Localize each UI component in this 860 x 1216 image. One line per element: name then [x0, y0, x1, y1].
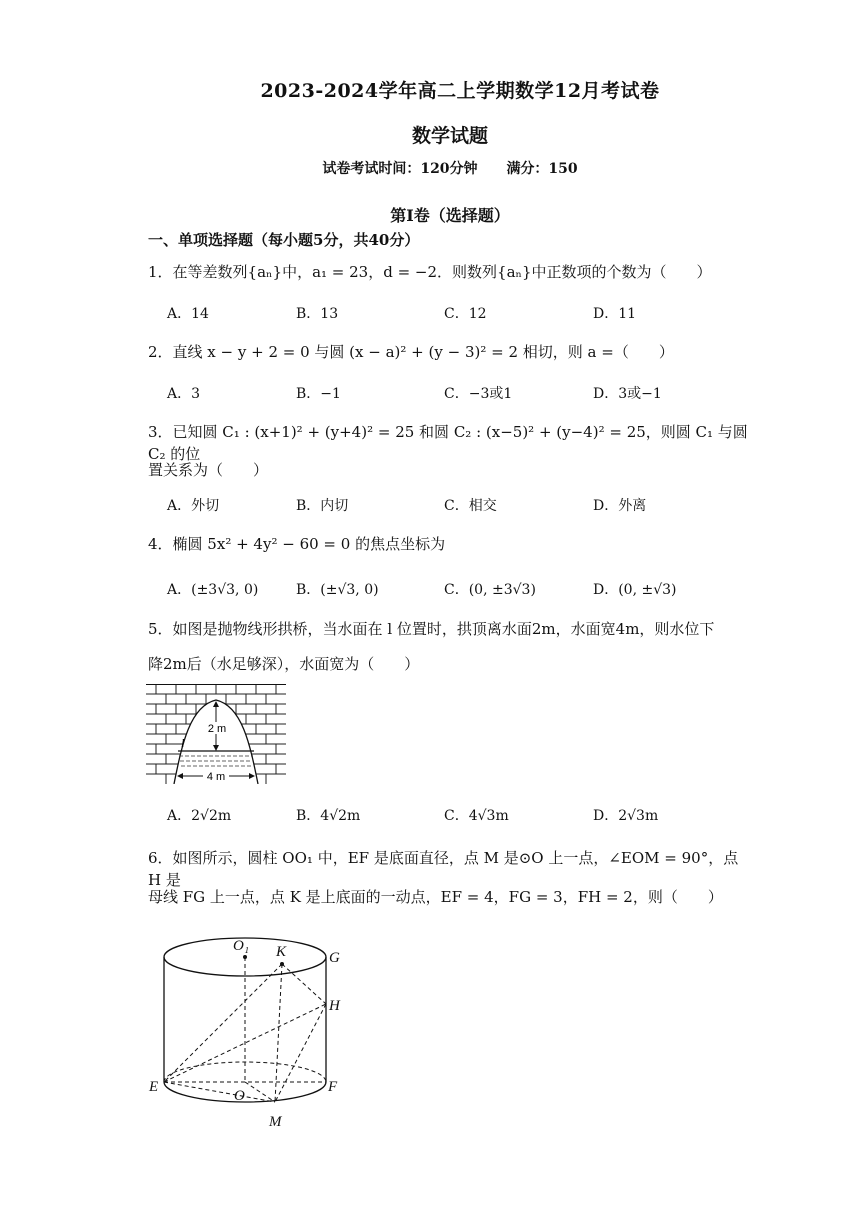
question-5-stem-line2: 降2m后（水足够深），水面宽为（ ） — [148, 655, 420, 673]
option-c: C．12 — [444, 306, 487, 322]
question-4-stem: 4．椭圆 5x² + 4y² − 60 = 0 的焦点坐标为 — [148, 535, 446, 553]
option-a: A．外切 — [167, 498, 220, 514]
option-c: C．−3或1 — [444, 386, 513, 402]
question-5-stem-line1: 5．如图是抛物线形拱桥，当水面在 l 位置时，拱顶离水面2m，水面宽4m，则水位下 — [148, 620, 715, 638]
point-O1 — [243, 955, 247, 959]
exam-info — [0, 158, 860, 178]
question-1-stem: 1．在等差数列{aₙ}中，a₁ = 23，d = −2．则数列{aₙ}中正数项的个数为（ ） — [148, 263, 712, 281]
option-a: A．2√2m — [167, 808, 232, 824]
option-d: D．3或−1 — [593, 386, 662, 402]
option-c: C．(0, ±3√3) — [444, 582, 536, 598]
label-G: G — [329, 950, 340, 966]
exam-time: 试卷考试时间：120分钟 — [322, 161, 478, 177]
question-6-stem-line2: 母线 FG 上一点，点 K 是上底面的一动点，EF = 4，FG = 3，FH = 2，则（ ） — [148, 888, 723, 906]
option-c: C．相交 — [444, 498, 497, 514]
label-M: M — [269, 1114, 282, 1130]
segment-OM — [245, 1082, 275, 1102]
question-1-options — [167, 303, 727, 325]
option-b: B．13 — [296, 306, 339, 322]
option-d: D．11 — [593, 306, 637, 322]
label-F: F — [328, 1079, 338, 1095]
exam-subtitle: 数学试题 — [411, 125, 488, 147]
cylinder-figure — [145, 930, 355, 1135]
segment-KE — [164, 964, 282, 1082]
label-E: E — [149, 1079, 159, 1095]
exam-title: 2023-2024学年高二上学期数学12月考试卷 — [260, 80, 660, 102]
question-5-options — [167, 805, 727, 827]
option-d: D．外离 — [593, 498, 647, 514]
option-d: D．(0, ±√3) — [593, 582, 677, 598]
width-label: 4 m — [206, 771, 226, 783]
point-K — [280, 962, 284, 966]
option-a: A．3 — [167, 386, 201, 402]
segment-KM — [275, 964, 282, 1102]
question-2-options — [167, 383, 727, 405]
label-O: O — [234, 1088, 245, 1104]
line-l-label: l — [181, 736, 185, 750]
option-b: B．4√2m — [296, 808, 361, 824]
label-H: H — [329, 998, 340, 1014]
option-c: C．4√3m — [444, 808, 509, 824]
segment-EM — [164, 1082, 275, 1102]
question-3-stem-line2: 置关系为（ ） — [148, 461, 269, 479]
option-a: A．14 — [167, 306, 209, 322]
bottom-front-arc — [164, 1082, 326, 1102]
question-6-stem-line1: 6．如图所示，圆柱 OO₁ 中，EF 是底面直径，点 M 是⊙O 上一点，∠EOM = 90°，点 H 是 — [148, 849, 739, 889]
question-3-options — [167, 495, 727, 517]
option-b: B．−1 — [296, 386, 341, 402]
exam-score: 满分：150 — [506, 161, 578, 177]
water-hatch — [179, 756, 253, 766]
option-b: B．(±√3, 0) — [296, 582, 379, 598]
question-4-options — [167, 579, 727, 601]
volume-heading: 第Ⅰ卷（选择题） — [390, 206, 510, 225]
segment-HM — [275, 1004, 326, 1102]
section-heading: 一、单项选择题（每小题5分，共40分） — [148, 231, 420, 249]
label-K: K — [276, 944, 287, 960]
arch-bridge-figure — [146, 684, 286, 784]
question-3-stem-line1: 3．已知圆 C₁ : (x+1)² + (y+4)² = 25 和圆 C₂ : (x−5)² + (y−4)² = 25，则圆 C₁ 与圆 C₂ 的位 — [148, 423, 748, 463]
height-label: 2 m — [207, 723, 227, 735]
question-2-stem: 2．直线 x − y + 2 = 0 与圆 (x − a)² + (y − 3)² = 2 相切，则 a =（ ） — [148, 343, 674, 361]
option-a: A．(±3√3, 0) — [167, 582, 259, 598]
option-d: D．2√3m — [593, 808, 659, 824]
label-O1: O₁ — [233, 938, 250, 954]
option-b: B．内切 — [296, 498, 349, 514]
